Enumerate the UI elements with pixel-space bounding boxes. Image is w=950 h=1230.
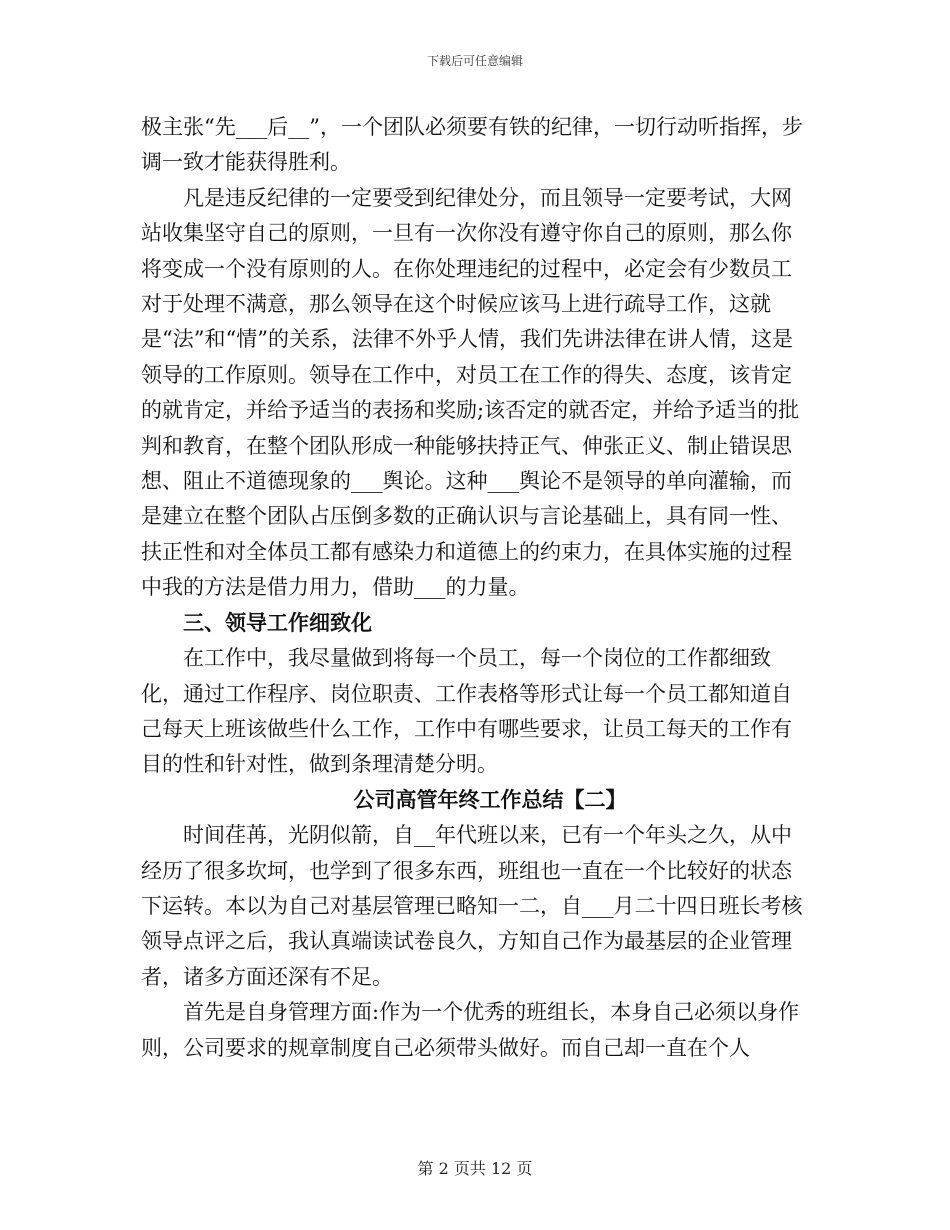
page-number: 第 2 页共 12 页 [417, 1159, 533, 1178]
header-note: 下载后可任意编辑 [426, 54, 523, 68]
section-title: 公司高管年终工作总结【二】 [353, 787, 627, 812]
paragraph-5: 首先是自身管理方面:作为一个优秀的班组长，本身自己必须以身作则，公司要求的规章制度自己必须带头做好。而自己却一直在个人 [141, 1000, 800, 1060]
section-heading-3: 三、领导工作细致化 [183, 610, 372, 635]
paragraph-1: 极主张“先___后__”，一个团队必须要有铁的纪律，一切行动听指挥，步调一致才能获得胜利。 [141, 115, 803, 175]
paragraph-4: 时间荏苒，光阴似箭，自__年代班以来，已有一个年头之久，从中经历了很多坎坷，也学到了很多东西，班组也一直在一个比较好的状态下运转。本以为自己对基层管理已略知一二，自___月二十四日班长考核领导点评之后，我认真端读试卷良久，方知自己作为最基层的企业管理者，诸多方面还深有不足。 [141, 823, 803, 989]
paragraph-3: 在工作中，我尽量做到将每一个员工，每一个岗位的工作都细致化，通过工作程序、岗位职责、工作表格等形式让每一个员工都知道自己每天上班该做些什么工作，工作中有哪些要求，让员工每天的工作有目的性和针对性，做到条理清楚分明。 [141, 646, 792, 777]
document-body [141, 110, 809, 1066]
paragraph-2: 凡是违反纪律的一定要受到纪律处分，而且领导一定要考试，大网站收集坚守自己的原则，一旦有一次你没有遵守你自己的原则，那么你将变成一个没有原则的人。在你处理违纪的过程中，必定会有少数员工对于处理不满意，那么领导在这个时候应该马上进行疏导工作，这就是“法”和“情”的关系，法律不外乎人情，我们先讲法律在讲人情，这是领导的工作原则。领导在工作中，对员工在工作的得失、态度，该肯定的就肯定，并给予适当的表扬和奖励;该否定的就否定，并给予适当的批判和教育，在整个团队形成一种能够扶持正气、伸张正义、制止错误思想、阻止不道德现象的___舆论。这种___舆论不是领导的单向灌输，而是建立在整个团队占压倒多数的正确认识与言论基础上，具有同一性、扶正性和对全体员工都有感染力和道德上的约束力，在具体实施的过程中我的方法是借力用力，借助___的力量。 [141, 185, 800, 600]
